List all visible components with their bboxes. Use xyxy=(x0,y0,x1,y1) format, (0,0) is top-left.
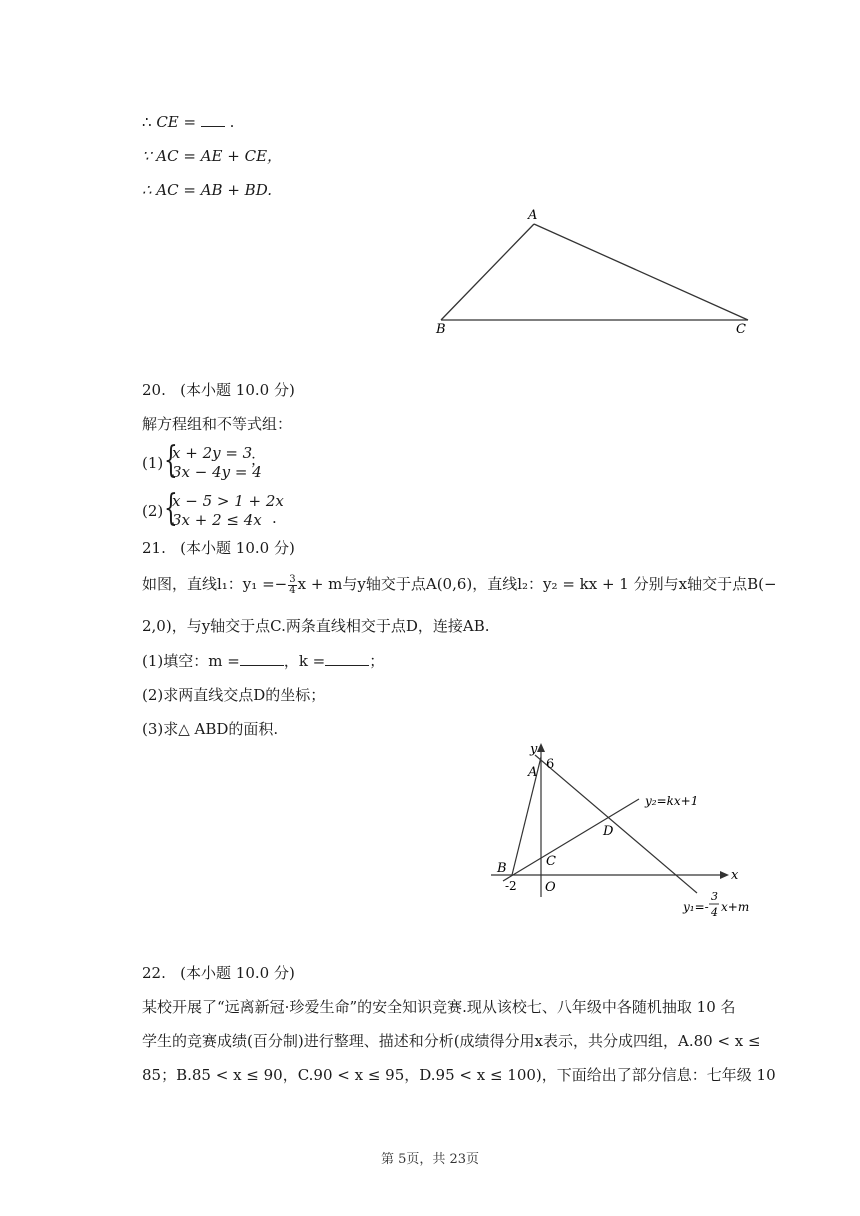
q20-part2-end: . xyxy=(272,509,277,527)
label-point-a: A xyxy=(528,765,538,780)
q21-frac-den: 4 xyxy=(289,584,296,596)
label-line-l1-b: x+m xyxy=(721,900,750,914)
proof-line-3: ∴ AC = AB + BD. xyxy=(142,181,272,199)
q20-part2-eq1: x − 5 > 1 + 2x xyxy=(172,492,284,510)
vertex-label-a: A xyxy=(528,208,538,223)
q20-instruction: 解方程组和不等式组： xyxy=(142,415,293,433)
q22-points: (本小题 10.0 分) xyxy=(180,964,295,982)
q21-graph-figure xyxy=(485,735,765,920)
label-line-l1-a: y₁=- xyxy=(683,900,709,914)
label-y-axis: y xyxy=(530,742,538,757)
q21-line-1 xyxy=(142,574,777,596)
q21-frac-num: 3 xyxy=(289,573,296,585)
q20-points: (本小题 10.0 分) xyxy=(180,381,295,399)
label-line-l2: y₂=kx+1 xyxy=(645,794,699,808)
label-origin: O xyxy=(545,880,556,895)
vertex-label-b: B xyxy=(436,322,446,337)
label-point-c: C xyxy=(546,854,556,869)
q21-number: 21. xyxy=(142,539,166,557)
q20-part2-label: (2) xyxy=(142,502,164,520)
q20-number: 20. xyxy=(142,381,166,399)
label-neg-two: -2 xyxy=(505,879,517,893)
triangle-side-ac xyxy=(534,224,748,320)
q22-header xyxy=(142,963,295,983)
proof-line-1 xyxy=(142,112,234,132)
triangle-side-ab xyxy=(441,224,534,320)
q21-sub1-a: (1)填空：m = xyxy=(142,652,240,670)
q21-sub3: (3)求△ ABD的面积. xyxy=(142,720,279,738)
q21-line-2: 2,0)，与y轴交于点C.两条直线相交于点D，连接AB. xyxy=(142,617,490,635)
label-point-b: B xyxy=(497,861,507,876)
q20-part1-label: (1) xyxy=(142,454,164,472)
vertex-label-c: C xyxy=(736,322,746,337)
page-footer: 第 5页，共 23页 xyxy=(380,1152,480,1167)
q21-header xyxy=(142,538,295,558)
q21-text-b: x + m与y轴交于点A(0,6)，直线l₂：y₂ = kx + 1 分别与x轴交于点B(− xyxy=(297,575,777,593)
brace-icon: { xyxy=(164,488,178,529)
proof-line-1-prefix: ∴ xyxy=(142,113,157,131)
answer-blank-k[interactable] xyxy=(325,651,369,666)
label-line-l1-num: 3 xyxy=(711,890,718,903)
line-l1 xyxy=(535,755,697,893)
q21-sub1-b: ，k = xyxy=(283,652,326,670)
proof-line-1-math: CE = xyxy=(156,113,201,131)
answer-blank[interactable] xyxy=(201,112,225,127)
brace-icon: { xyxy=(164,440,178,481)
q20-part2-eq2: 3x + 2 ≤ 4x xyxy=(172,511,262,529)
q21-text-a: 如图，直线l₁：y₁ =− xyxy=(142,575,288,593)
q20-header xyxy=(142,380,295,400)
q20-part1-end: ； xyxy=(250,451,266,469)
q21-sub2: (2)求两直线交点D的坐标； xyxy=(142,686,326,704)
proof-line-2: ∵ AC = AE + CE， xyxy=(142,147,283,165)
q20-part1-eq2: 3x − 4y = 4 xyxy=(172,463,262,481)
y-axis-arrow-icon xyxy=(537,743,545,752)
q21-points: (本小题 10.0 分) xyxy=(180,539,295,557)
q22-line-2: 学生的竞赛成绩(百分制)进行整理、描述和分析(成绩得分用x表示，共分成四组，A.80 < x ≤ xyxy=(142,1032,761,1050)
q21-fraction xyxy=(288,575,296,596)
proof-line-1-suffix: . xyxy=(224,113,235,131)
triangle-figure xyxy=(430,205,760,340)
q22-number: 22. xyxy=(142,964,166,982)
label-x-axis: x xyxy=(731,868,739,883)
q20-part1-eq1: x + 2y = 3 xyxy=(172,444,253,462)
x-axis-arrow-icon xyxy=(720,871,729,879)
q21-sub1-c: ； xyxy=(369,652,385,670)
q21-sub1 xyxy=(142,651,384,671)
q22-line-3: 85；B.85 < x ≤ 90，C.90 < x ≤ 95，D.95 < x ≤ 100)，下面给出了部分信息：七年级 10 xyxy=(142,1066,776,1084)
line-l2 xyxy=(503,799,639,881)
label-line-l1-den: 4 xyxy=(711,906,718,919)
q22-line-1: 某校开展了“远离新冠·珍爱生命”的安全知识竞赛.现从该校七、八年级中各随机抽取 10 名 xyxy=(142,998,736,1016)
label-six: 6 xyxy=(546,757,555,772)
answer-blank-m[interactable] xyxy=(240,651,284,666)
label-point-d: D xyxy=(603,824,614,839)
